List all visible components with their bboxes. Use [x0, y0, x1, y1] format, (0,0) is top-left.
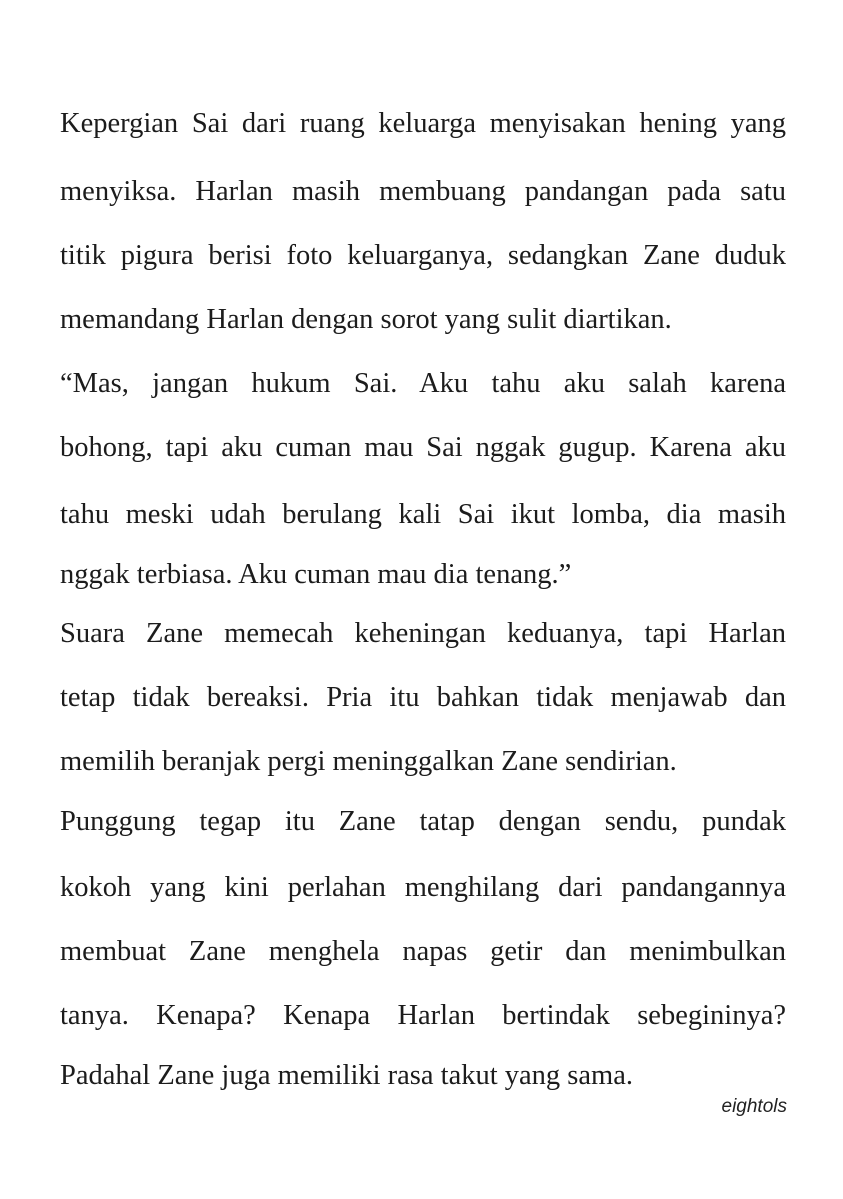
text-line: nggak terbiasa. Aku cuman mau dia tenang.” [60, 559, 572, 590]
text-line: titik pigura berisi foto keluarganya, sedangkan Zane duduk [60, 240, 786, 271]
text-line: tahu meski udah berulang kali Sai ikut lomba, dia masih [60, 499, 786, 530]
text-line: “Mas, jangan hukum Sai. Aku tahu aku salah karena [60, 368, 786, 399]
text-line: tetap tidak bereaksi. Pria itu bahkan tidak menjawab dan [60, 682, 786, 713]
text-line: Kepergian Sai dari ruang keluarga menyisakan hening yang [60, 108, 786, 139]
text-line: menyiksa. Harlan masih membuang pandangan pada satu [60, 176, 786, 207]
text-line: Punggung tegap itu Zane tatap dengan sendu, pundak [60, 806, 786, 837]
text-line: Suara Zane memecah keheningan keduanya, tapi Harlan [60, 618, 786, 649]
text-line: kokoh yang kini perlahan menghilang dari pandangannya [60, 872, 786, 903]
text-line: Padahal Zane juga memiliki rasa takut yang sama. [60, 1060, 633, 1091]
text-line: membuat Zane menghela napas getir dan menimbulkan [60, 936, 786, 967]
text-line: tanya. Kenapa? Kenapa Harlan bertindak sebegininya? [60, 1000, 786, 1031]
text-line: memandang Harlan dengan sorot yang sulit diartikan. [60, 304, 672, 335]
text-line: memilih beranjak pergi meninggalkan Zane sendirian. [60, 746, 677, 777]
author-signature: eightols [721, 1096, 787, 1117]
text-line: bohong, tapi aku cuman mau Sai nggak gugup. Karena aku [60, 432, 786, 463]
